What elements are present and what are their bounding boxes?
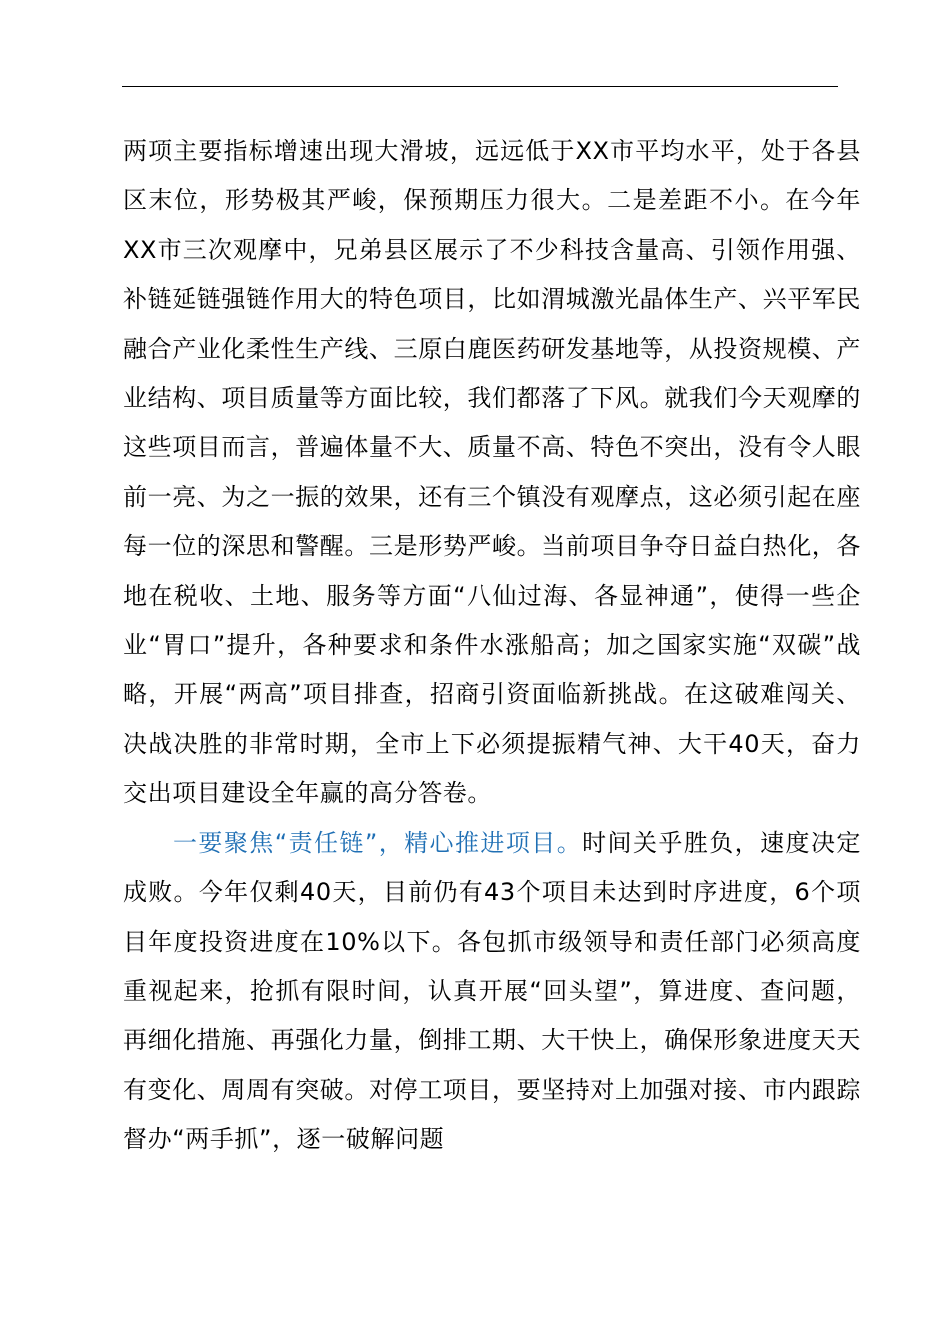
paragraph-2: [123, 819, 861, 1165]
section-heading: 一要聚焦“责任链”，精心推进项目。: [173, 828, 583, 857]
paragraph-1: 两项主要指标增速出现大滑坡，远远低于XX市平均水平，处于各县区末位，形势极其严峻，保预期压力很大。二是差距不小。在今年XX市三次观摩中，兄弟县区展示了不少科技含量高、引领作用强、补链延链强链作用大的特色项目，比如渭城激光晶体生产、兴平军民融合产业化柔性生产线、三原白鹿医药研发基地等，从投资规模、产业结构、项目质量等方面比较，我们都落了下风。就我们今天观摩的这些项目而言，普遍体量不大、质量不高、特色不突出，没有令人眼前一亮、为之一振的效果，还有三个镇没有观摩点，这必须引起在座每一位的深思和警醒。三是形势严峻。当前项目争夺日益白热化，各地在税收、土地、服务等方面“八仙过海、各显神通”，使得一些企业“胃口”提升，各种要求和条件水涨船高；加之国家实施“双碳”战略，开展“两高”项目排查，招商引资面临新挑战。在这破难闯关、决战决胜的非常时期，全市上下必须提振精气神、大干40天，奋力交出项目建设全年赢的高分答卷。: [123, 137, 861, 808]
document-body: [123, 127, 861, 1165]
section-body: 时间关乎胜负，速度决定成败。今年仅剩40天，目前仍有43个项目未达到时序进度，6个项目年度投资进度在10%以下。各包抓市级领导和责任部门必须高度重视起来，抢抓有限时间，认真开展“回头望”，算进度、查问题，再细化措施、再强化力量，倒排工期、大干快上，确保形象进度天天有变化、周周有突破。对停工项目，要坚持对上加强对接、市内跟踪督办“两手抓”，逐一破解问题: [123, 828, 861, 1154]
header-rule: [122, 86, 838, 87]
